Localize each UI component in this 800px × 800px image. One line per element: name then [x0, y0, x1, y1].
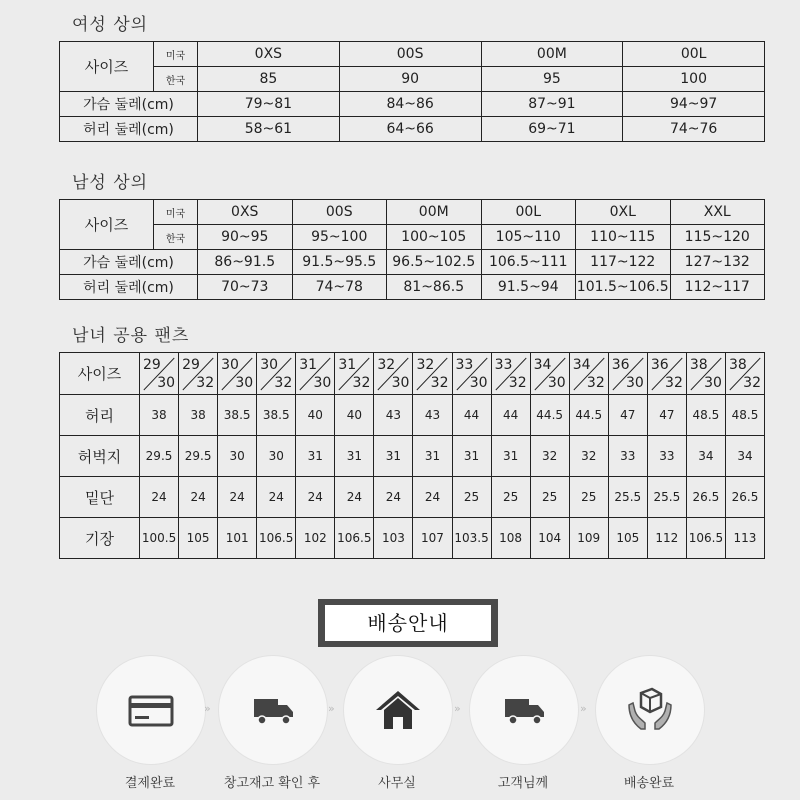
pants-size-cell: [413, 353, 452, 395]
measurement-cell: 29.5: [179, 436, 218, 477]
chest-cell: 91.5~95.5: [292, 250, 387, 275]
pants-size-cell: [374, 353, 413, 395]
size-header: 사이즈: [60, 42, 154, 92]
waist-size: 36: [650, 356, 669, 373]
kr-size-cell: 95: [481, 67, 623, 92]
step-arrow: »: [204, 702, 209, 715]
length-size: 32: [743, 374, 761, 391]
length-size: 32: [196, 374, 215, 391]
pants-size-cell: [179, 353, 218, 395]
waist-size: 31: [299, 356, 318, 373]
step-label-to-customer: 고객님께: [497, 776, 549, 791]
pants-size-cell: [140, 353, 179, 395]
measurement-cell: 32: [569, 436, 608, 477]
kr-size-cell: 105~110: [481, 225, 576, 250]
chest-cell: 86~91.5: [198, 250, 293, 275]
women-size-table: [59, 41, 765, 142]
kr-size-cell: 110~115: [576, 225, 671, 250]
measurement-cell: 43: [374, 395, 413, 436]
measurement-cell: 30: [257, 436, 296, 477]
length-size: 30: [625, 374, 644, 391]
waist-size: 38: [728, 356, 747, 373]
us-size-cell: 00L: [481, 200, 576, 225]
length-size: 30: [235, 374, 254, 391]
measurement-cell: 100.5: [140, 518, 179, 559]
measurement-cell: 26.5: [725, 477, 764, 518]
pants-title: 남녀 공용 팬츠: [72, 326, 190, 346]
measurement-cell: 38.5: [218, 395, 257, 436]
measurement-cell: 40: [296, 395, 335, 436]
waist-cell: 64~66: [339, 117, 481, 142]
measurement-cell: 47: [647, 395, 686, 436]
measurement-cell: 24: [179, 477, 218, 518]
waist-size: 29: [143, 356, 161, 373]
pants-size-cell: [569, 353, 608, 395]
chest-cell: 79~81: [198, 92, 340, 117]
measurement-cell: 44.5: [569, 395, 608, 436]
measurement-cell: 25: [491, 477, 530, 518]
kr-size-cell: 100~105: [387, 225, 482, 250]
waist-size: 31: [338, 356, 357, 373]
table-row: [60, 395, 765, 436]
waist-size: 30: [221, 356, 239, 373]
measurement-cell: 25: [530, 477, 569, 518]
credit-card-icon: [124, 683, 178, 737]
step-warehouse: [218, 655, 328, 765]
waist-size: 33: [455, 356, 474, 373]
shipping-title: 배송안내: [325, 605, 491, 641]
measurement-cell: 108: [491, 518, 530, 559]
us-size-cell: 0XL: [576, 200, 671, 225]
pants-size-cell: [725, 353, 764, 395]
measurement-cell: 38.5: [257, 395, 296, 436]
measurement-cell: 113: [725, 518, 764, 559]
chest-label: 가슴 둘레(cm): [60, 92, 198, 117]
kr-size-cell: 90~95: [198, 225, 293, 250]
kr-size-cell: 100: [623, 67, 765, 92]
measurement-cell: 31: [374, 436, 413, 477]
measurement-cell: 48.5: [686, 395, 725, 436]
us-label: 미국: [154, 200, 198, 225]
us-label: 미국: [154, 42, 198, 67]
measurement-cell: 101: [218, 518, 257, 559]
us-size-cell: 00S: [292, 200, 387, 225]
measurement-cell: 34: [725, 436, 764, 477]
length-size: 30: [157, 374, 176, 391]
measurement-cell: 32: [530, 436, 569, 477]
waist-cell: 91.5~94: [481, 275, 576, 300]
measurement-cell: 33: [608, 436, 647, 477]
pants-size-cell: [608, 353, 647, 395]
row-label: 허리: [60, 395, 140, 436]
us-size-cell: 00M: [481, 42, 623, 67]
length-size: 32: [665, 374, 683, 391]
truck-icon: [497, 683, 551, 737]
length-size: 32: [586, 374, 605, 391]
waist-size: 32: [416, 356, 435, 373]
step-office: [343, 655, 453, 765]
pants-size-cell: [530, 353, 569, 395]
house-icon: [371, 683, 425, 737]
chest-cell: 127~132: [670, 250, 765, 275]
measurement-cell: 112: [647, 518, 686, 559]
table-row: [60, 477, 765, 518]
us-size-cell: 00L: [623, 42, 765, 67]
chest-cell: 84~86: [339, 92, 481, 117]
waist-cell: 74~78: [292, 275, 387, 300]
measurement-cell: 38: [140, 395, 179, 436]
step-label-office: 사무실: [378, 776, 416, 791]
measurement-cell: 24: [218, 477, 257, 518]
waist-cell: 112~117: [670, 275, 765, 300]
us-size-cell: 00S: [339, 42, 481, 67]
row-label: 기장: [60, 518, 140, 559]
chest-label: 가슴 둘레(cm): [60, 250, 198, 275]
hands-box-icon: [623, 683, 677, 737]
measurement-cell: 24: [335, 477, 374, 518]
waist-size: 34: [572, 356, 591, 373]
kr-size-cell: 115~120: [670, 225, 765, 250]
pants-size-cell: [647, 353, 686, 395]
men-tops-title: 남성 상의: [72, 173, 149, 193]
step-payment: [96, 655, 206, 765]
measurement-cell: 24: [140, 477, 179, 518]
measurement-cell: 105: [608, 518, 647, 559]
measurement-cell: 47: [608, 395, 647, 436]
length-size: 32: [430, 374, 449, 391]
length-size: 30: [391, 374, 410, 391]
measurement-cell: 103.5: [452, 518, 491, 559]
pants-size-cell: [296, 353, 335, 395]
kr-size-cell: 90: [339, 67, 481, 92]
measurement-cell: 31: [491, 436, 530, 477]
chest-cell: 106.5~111: [481, 250, 576, 275]
step-to-customer: [469, 655, 579, 765]
length-size: 30: [547, 374, 566, 391]
step-label-payment: 결제완료: [124, 776, 176, 791]
row-label: 허벅지: [60, 436, 140, 477]
size-header: 사이즈: [60, 353, 140, 395]
pants-size-cell: [218, 353, 257, 395]
chest-cell: 87~91: [481, 92, 623, 117]
measurement-cell: 109: [569, 518, 608, 559]
table-row: [60, 436, 765, 477]
us-size-cell: 0XS: [198, 42, 340, 67]
waist-cell: 74~76: [623, 117, 765, 142]
length-size: 32: [274, 374, 293, 391]
length-size: 30: [313, 374, 332, 391]
length-size: 32: [508, 374, 527, 391]
measurement-cell: 31: [452, 436, 491, 477]
waist-cell: 58~61: [198, 117, 340, 142]
table-row: [60, 518, 765, 559]
measurement-cell: 29.5: [140, 436, 179, 477]
measurement-cell: 30: [218, 436, 257, 477]
length-size: 30: [469, 374, 488, 391]
kr-size-cell: 85: [198, 67, 340, 92]
measurement-cell: 38: [179, 395, 218, 436]
measurement-cell: 107: [413, 518, 452, 559]
row-label: 밑단: [60, 477, 140, 518]
measurement-cell: 102: [296, 518, 335, 559]
measurement-cell: 48.5: [725, 395, 764, 436]
us-size-cell: 00M: [387, 200, 482, 225]
measurement-cell: 105: [179, 518, 218, 559]
measurement-cell: 44: [452, 395, 491, 436]
waist-label: 허리 둘레(cm): [60, 275, 198, 300]
measurement-cell: 34: [686, 436, 725, 477]
measurement-cell: 31: [413, 436, 452, 477]
measurement-cell: 25: [569, 477, 608, 518]
waist-size: 29: [182, 356, 200, 373]
waist-cell: 101.5~106.5: [576, 275, 671, 300]
us-size-cell: 0XS: [198, 200, 293, 225]
step-label-warehouse: 창고재고 확인 후: [223, 776, 321, 791]
measurement-cell: 25.5: [647, 477, 686, 518]
measurement-cell: 44: [491, 395, 530, 436]
waist-size: 33: [494, 356, 513, 373]
measurement-cell: 104: [530, 518, 569, 559]
waist-size: 30: [260, 356, 279, 373]
waist-cell: 81~86.5: [387, 275, 482, 300]
measurement-cell: 106.5: [335, 518, 374, 559]
waist-size: 32: [377, 356, 396, 373]
chest-cell: 94~97: [623, 92, 765, 117]
measurement-cell: 40: [335, 395, 374, 436]
men-size-table: [59, 199, 765, 300]
waist-label: 허리 둘레(cm): [60, 117, 198, 142]
measurement-cell: 106.5: [257, 518, 296, 559]
chest-cell: 96.5~102.5: [387, 250, 482, 275]
length-size: 32: [352, 374, 371, 391]
measurement-cell: 43: [413, 395, 452, 436]
kr-size-cell: 95~100: [292, 225, 387, 250]
women-tops-title: 여성 상의: [72, 15, 149, 35]
measurement-cell: 24: [413, 477, 452, 518]
pants-size-cell: [686, 353, 725, 395]
truck-icon: [246, 683, 300, 737]
measurement-cell: 103: [374, 518, 413, 559]
measurement-cell: 24: [296, 477, 335, 518]
measurement-cell: 44.5: [530, 395, 569, 436]
waist-size: 34: [533, 356, 552, 373]
step-label-delivered: 배송완료: [623, 776, 675, 791]
kr-label: 한국: [154, 225, 198, 250]
pants-size-table: [59, 352, 765, 559]
waist-cell: 70~73: [198, 275, 293, 300]
measurement-cell: 106.5: [686, 518, 725, 559]
step-arrow: »: [328, 702, 333, 715]
measurement-cell: 31: [335, 436, 374, 477]
shipping-title-box: [318, 599, 498, 647]
pants-size-cell: [491, 353, 530, 395]
measurement-cell: 33: [647, 436, 686, 477]
step-arrow: »: [580, 702, 585, 715]
measurement-cell: 24: [257, 477, 296, 518]
measurement-cell: 25: [452, 477, 491, 518]
kr-label: 한국: [154, 67, 198, 92]
measurement-cell: 26.5: [686, 477, 725, 518]
pants-size-cell: [452, 353, 491, 395]
step-delivered: [595, 655, 705, 765]
waist-size: 36: [611, 356, 630, 373]
measurement-cell: 25.5: [608, 477, 647, 518]
measurement-cell: 31: [296, 436, 335, 477]
step-arrow: »: [454, 702, 459, 715]
waist-size: 38: [689, 356, 708, 373]
size-header: 사이즈: [60, 200, 154, 250]
pants-size-cell: [335, 353, 374, 395]
measurement-cell: 24: [374, 477, 413, 518]
pants-size-cell: [257, 353, 296, 395]
length-size: 30: [704, 374, 722, 391]
waist-cell: 69~71: [481, 117, 623, 142]
us-size-cell: XXL: [670, 200, 765, 225]
chest-cell: 117~122: [576, 250, 671, 275]
